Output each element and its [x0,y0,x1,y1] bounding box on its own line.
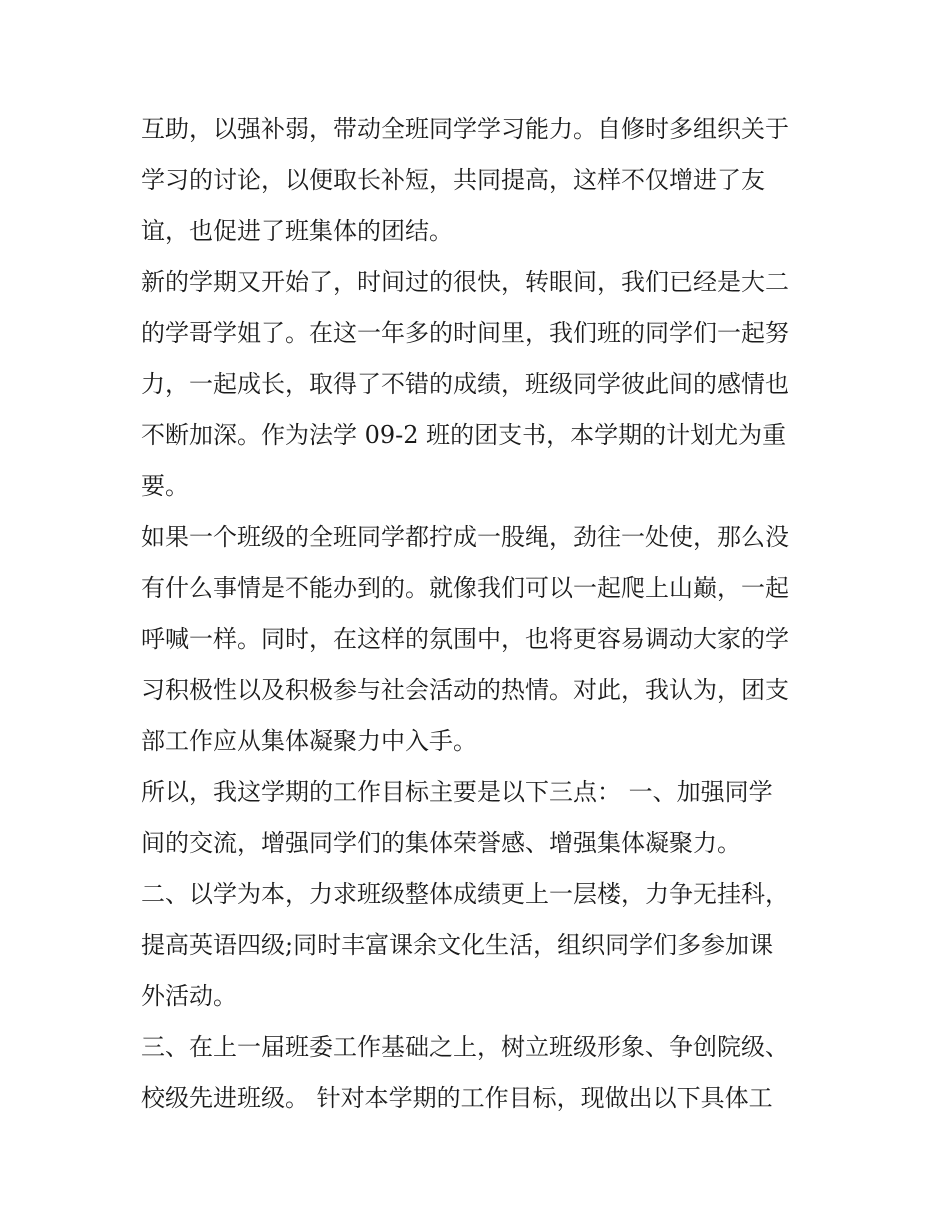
text-line: 呼喊一样。同时，在这样的氛围中，也将更容易调动大家的学 [141,625,789,653]
text-line: 校级先进班级。 针对本学期的工作目标，现做出以下具体工 [141,1084,773,1112]
text-line: 互助，以强补弱，带动全班同学学习能力。自修时多组织关于 [141,115,789,143]
text-line: 不断加深。作为法学 09-2 班的团支书，本学期的计划尤为重 [141,421,787,449]
text-line: 谊，也促进了班集体的团结。 [141,217,453,245]
text-line: 习积极性以及积极参与社会活动的热情。对此，我认为，团支 [141,676,789,704]
text-line: 所以，我这学期的工作目标主要是以下三点： 一、加强同学 [141,778,773,806]
text-line: 三、在上一届班委工作基础之上，树立班级形象、争创院级、 [141,1033,789,1061]
text-line: 有什么事情是不能办到的。就像我们可以一起爬上山巅，一起 [141,574,789,602]
document-body [141,104,821,1124]
text-line: 部工作应从集体凝聚力中入手。 [141,727,477,755]
text-line: 提高英语四级;同时丰富课余文化生活，组织同学们多参加课 [141,931,774,959]
text-line: 二、以学为本，力求班级整体成绩更上一层楼，力争无挂科， [141,880,789,908]
text-line: 新的学期又开始了，时间过的很快，转眼间，我们已经是大二 [141,268,789,296]
text-line: 间的交流，增强同学们的集体荣誉感、增强集体凝聚力。 [141,829,741,857]
text-line: 如果一个班级的全班同学都拧成一股绳，劲往一处使，那么没 [141,523,789,551]
text-line: 外活动。 [141,982,237,1010]
text-line: 的学哥学姐了。在这一年多的时间里，我们班的同学们一起努 [141,319,789,347]
text-line: 学习的讨论，以便取长补短，共同提高，这样不仅增进了友 [141,166,765,194]
text-line: 力，一起成长，取得了不错的成绩，班级同学彼此间的感情也 [141,370,789,398]
text-line: 要。 [141,472,189,500]
